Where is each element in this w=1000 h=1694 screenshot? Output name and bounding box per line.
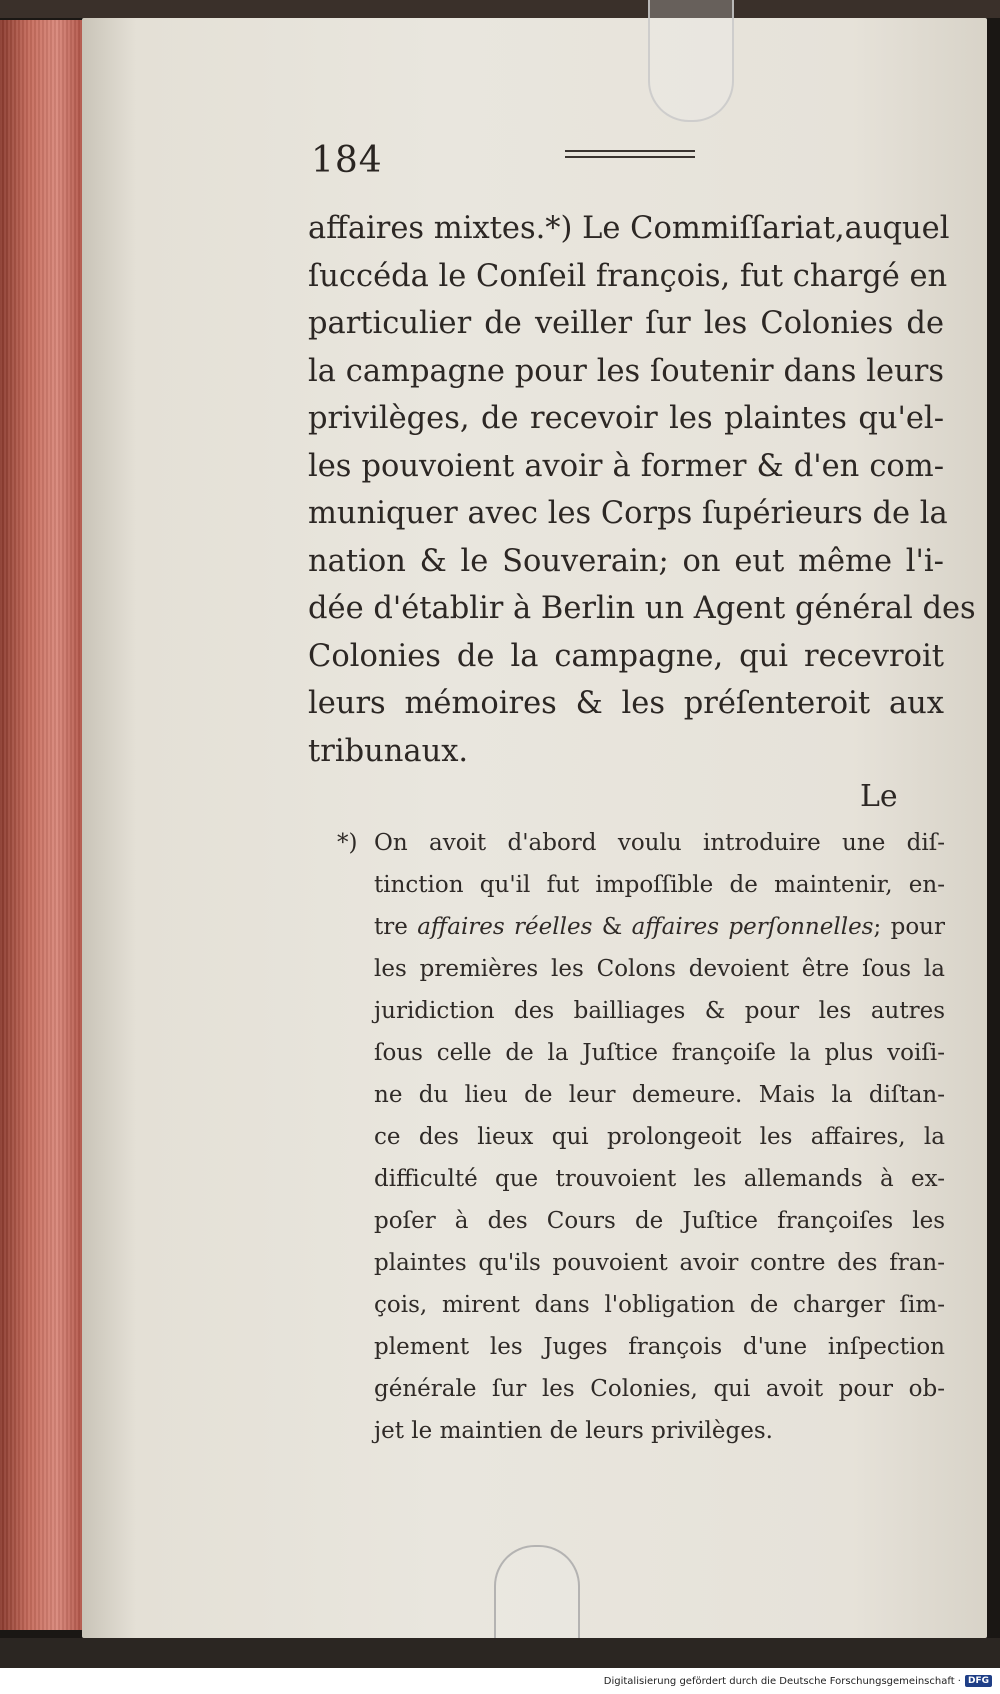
- footnote-text: &: [592, 914, 632, 940]
- text-line: tribunaux.: [308, 733, 469, 769]
- footnote-line: plaintes qu'ils pouvoient avoir contre des fran-: [374, 1250, 945, 1276]
- text-line: ſuccéda le Conſeil françois, fut chargé en: [308, 258, 948, 294]
- text-line: muniquer avec les Corps ſupérieurs de la: [308, 496, 948, 531]
- footnote-line: ſous celle de la Juſtice françoiſe la plus voiſi-: [374, 1040, 945, 1066]
- footnote-text: On avoit d'abord voulu introduire une diſ-: [374, 830, 945, 856]
- footnote-line: jet le maintien de leurs privilèges.: [374, 1418, 773, 1444]
- header-rule: [565, 150, 695, 158]
- text-line: privilèges, de recevoir les plaintes qu'el-: [308, 401, 944, 436]
- footnote-marker: *): [337, 830, 358, 856]
- footnote-italic-term: affaires réelles: [417, 914, 593, 940]
- digitization-credit-bar: [0, 1668, 1000, 1694]
- footnote-line: difficulté que trouvoient les allemands à ex-: [374, 1166, 945, 1192]
- footnote-line: poſer à des Cours de Juſtice françoiſes les: [374, 1208, 945, 1234]
- text-line: la campagne pour les ſoutenir dans leurs: [308, 353, 944, 389]
- footnote-line: ce des lieux qui prolongeoit les affaires, la: [374, 1124, 945, 1150]
- text-line: nation & le Souverain; on eut même l'i-: [308, 543, 944, 579]
- book-page-edges: [0, 20, 95, 1630]
- footnote-text: ; pour: [873, 914, 945, 940]
- dfg-logo: DFG: [965, 1675, 992, 1687]
- footnote-text: tre: [374, 914, 418, 940]
- footnote-block: [337, 822, 945, 1452]
- footnote-line: juridiction des bailliages & pour les autres: [374, 998, 945, 1024]
- footnote-line: [337, 906, 945, 948]
- footnote-line: [337, 822, 945, 864]
- text-line: dée d'établir à Berlin un Agent général des: [308, 591, 976, 626]
- footnote-line: ne du lieu de leur demeure. Mais la diſtan-: [374, 1082, 945, 1108]
- page-number: 184: [311, 140, 383, 181]
- footnote-line: les premières les Colons devoient être ſous la: [374, 956, 945, 982]
- main-text-block: [308, 205, 976, 775]
- top-page-clip: [648, 0, 734, 122]
- footnote-italic-term: affaires perſonnelles: [631, 914, 874, 940]
- text-line: les pouvoient avoir à former & d'en com-: [308, 448, 944, 484]
- text-line: leurs mémoires & les préſenteroit aux: [308, 686, 944, 721]
- digitization-credit: Digitalisierung gefördert durch die Deutsche Forschungsgemeinschaft ·: [603, 1675, 961, 1687]
- footnote-line: çois, mirent dans l'obligation de charger ſim-: [374, 1292, 945, 1318]
- footnote-line: tinction qu'il fut impoſſible de maintenir, en-: [374, 872, 945, 898]
- footnote-line: générale ſur les Colonies, qui avoit pour ob-: [374, 1376, 945, 1402]
- text-line: particulier de veiller ſur les Colonies de: [308, 306, 944, 341]
- text-line: Colonies de la campagne, qui recevroit: [308, 638, 944, 674]
- scan-bottom-border: [0, 1638, 1000, 1668]
- text-line: affaires mixtes.*) Le Commiſſariat,auquel: [308, 211, 950, 246]
- catchword: Le: [860, 779, 898, 814]
- scan-top-border: [0, 0, 1000, 18]
- footnote-line: plement les Juges françois d'une inſpection: [374, 1334, 945, 1360]
